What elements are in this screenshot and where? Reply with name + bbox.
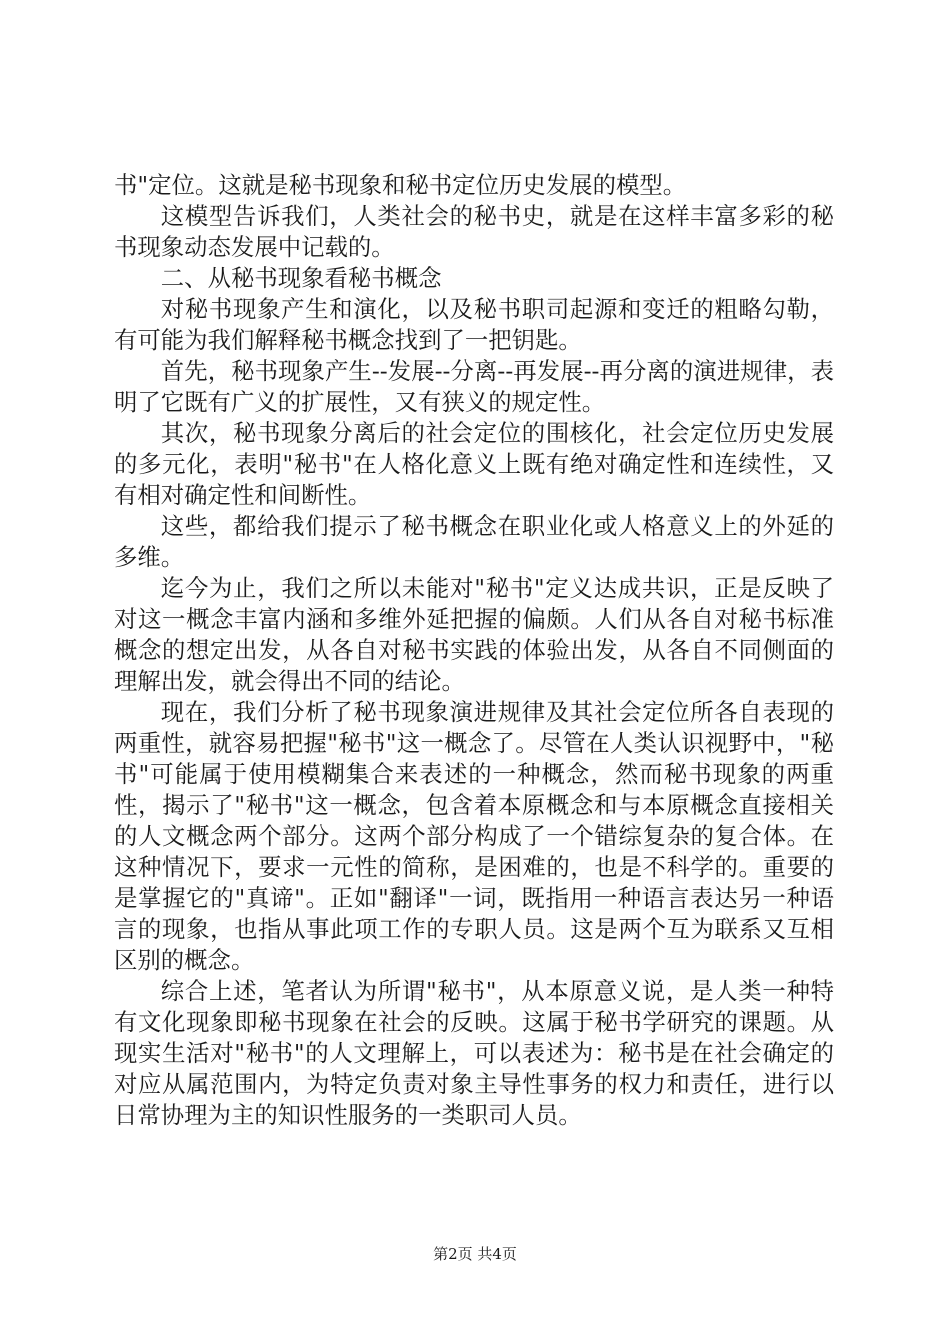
paragraph: 对秘书现象产生和演化，以及秘书职司起源和变迁的粗略勾勒，有可能为我们解释秘书概念找到了一把钥匙。 xyxy=(114,295,834,354)
section-heading: 二、从秘书现象看秘书概念 xyxy=(160,264,442,292)
paragraph: 迄今为止，我们之所以未能对"秘书"定义达成共识，正是反映了对这一概念丰富内涵和多维外延把握的偏颇。人们从各自对秘书标准概念的想定出发，从各自对秘书实践的体验出发，从各自不同侧面的理解出发，就会得出不同的结论。 xyxy=(114,574,834,695)
document-body xyxy=(114,170,834,1131)
paragraph: 这模型告诉我们，人类社会的秘书史，就是在这样丰富多彩的秘书现象动态发展中记载的。 xyxy=(114,202,834,261)
paragraph: 现在，我们分析了秘书现象演进规律及其社会定位所各自表现的两重性，就容易把握"秘书"这一概念了。尽管在人类认识视野中，"秘书"可能属于使用模糊集合来表述的一种概念，然而秘书现象的两重性，揭示了"秘书"这一概念，包含着本原概念和与本原概念直接相关的人文概念两个部分。这两个部分构成了一个错综复杂的复合体。在这种情况下，要求一元性的简称，是困难的，也是不科学的。重要的是掌握它的"真谛"。正如"翻译"一词，既指用一种语言表达另一种语言的现象，也指从事此项工作的专职人员。这是两个互为联系又互相区别的概念。 xyxy=(114,698,834,974)
paragraph: 综合上述，笔者认为所谓"秘书"，从本原意义说，是人类一种特有文化现象即秘书现象在社会的反映。这属于秘书学研究的课题。从现实生活对"秘书"的人文理解上，可以表述为：秘书是在社会确定的对应从属范围内，为特定负责对象主导性事务的权力和责任，进行以日常协理为主的知识性服务的一类职司人员。 xyxy=(114,977,834,1129)
paragraph: 其次，秘书现象分离后的社会定位的围核化，社会定位历史发展的多元化，表明"秘书"在人格化意义上既有绝对确定性和连续性，又有相对确定性和间断性。 xyxy=(114,419,834,509)
page-footer xyxy=(0,1244,950,1264)
paragraph: 首先，秘书现象产生--发展--分离--再发展--再分离的演进规律，表明了它既有广义的扩展性，又有狭义的规定性。 xyxy=(114,357,834,416)
paragraph: 这些，都给我们提示了秘书概念在职业化或人格意义上的外延的多维。 xyxy=(114,512,834,571)
page-number: 第2页 共4页 xyxy=(433,1245,517,1263)
paragraph: 书"定位。这就是秘书现象和秘书定位历史发展的模型。 xyxy=(114,171,687,199)
